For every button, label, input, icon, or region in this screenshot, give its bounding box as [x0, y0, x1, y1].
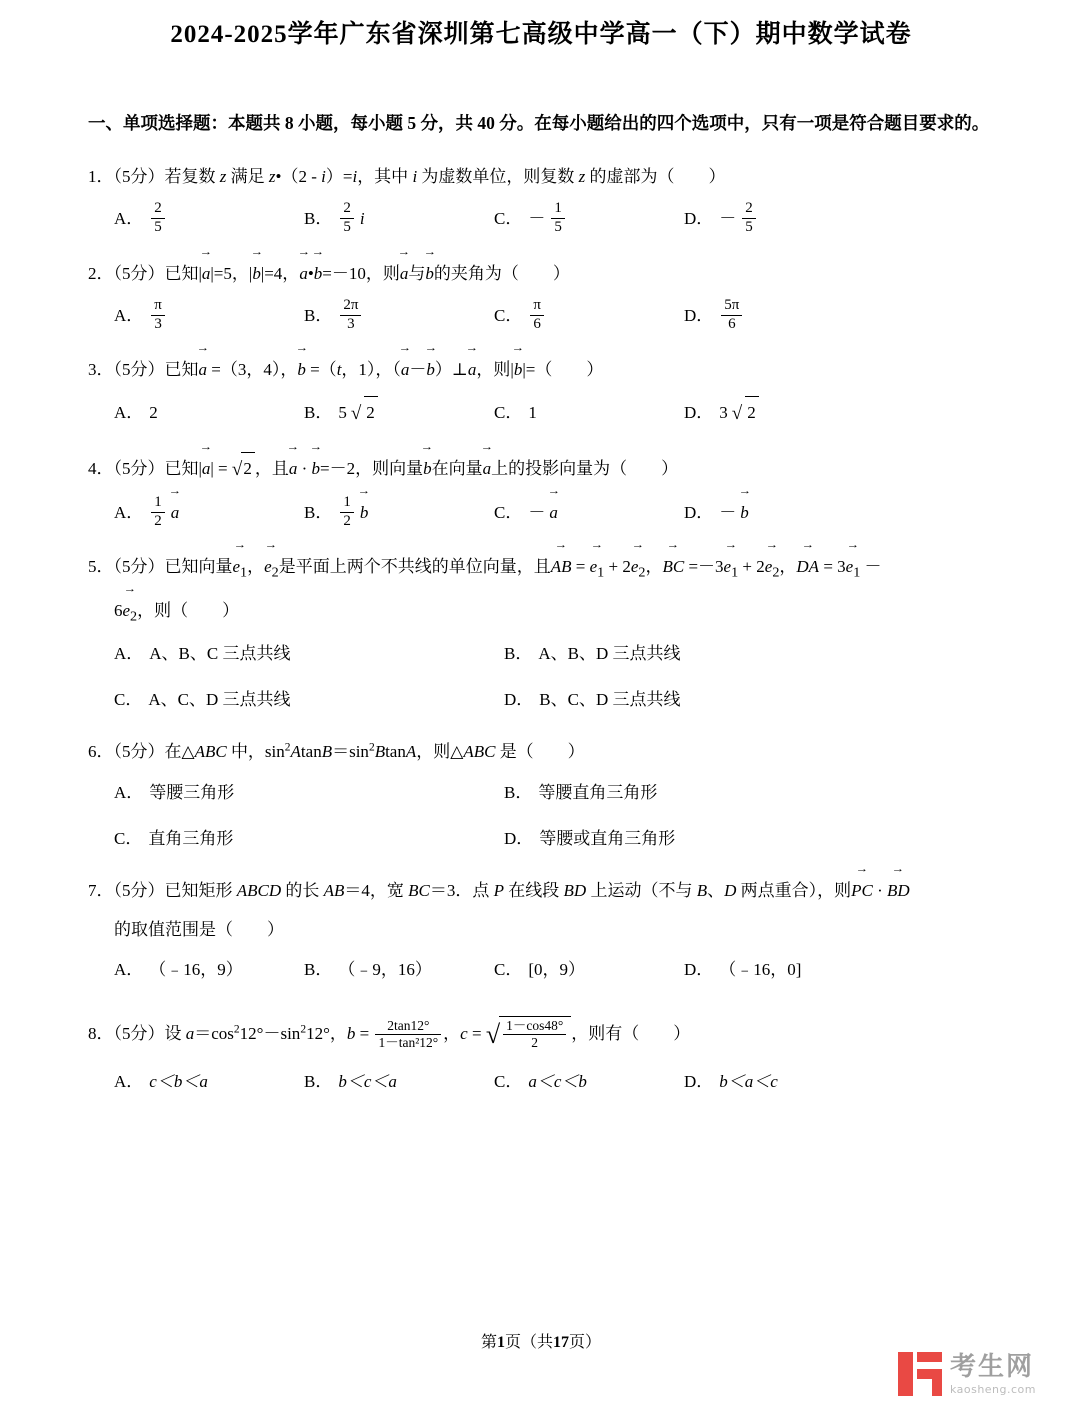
option-5-A[interactable]: A． A、B、C 三点共线: [114, 643, 291, 663]
question-7-number: 7．: [88, 881, 114, 901]
question-1-number: 1．: [88, 167, 114, 186]
footer-middle: 页（共: [504, 1334, 553, 1351]
option-7-C[interactable]: C． [0，9）: [494, 959, 586, 979]
footer-prefix: 第: [480, 1334, 497, 1351]
option-1-C[interactable]: C． － $\frac{1}{5}$: [494, 201, 684, 237]
option-4-C[interactable]: C． － → a: [494, 495, 684, 531]
question-5-options: [88, 638, 994, 717]
page-footer: [0, 1329, 1082, 1352]
option-8-B[interactable]: B． b＜c＜a: [304, 1071, 397, 1091]
question-2: [88, 258, 994, 335]
question-5-stem: 5．（5分）已知向量→ $e_1$，→ $e_2$是平面上两个不共线的单位向量，且→ AB = → $e_1 + 2\to e_2$，→ BC $=-3\to e_1 + 2\to e_2$，→ DA = $3\to e_1$ －: [88, 551, 994, 586]
question-3-options: [88, 395, 994, 431]
question-5: [88, 551, 994, 716]
option-3-B[interactable]: B． 5 √ 2: [304, 395, 494, 431]
option-2-B[interactable]: B． $\frac{2\pi}{3}$: [304, 298, 494, 334]
question-7-stem-line2: 的取值范围是（ ）: [114, 919, 284, 939]
option-7-A[interactable]: A． （﹣16，9）: [114, 959, 243, 979]
option-1-A[interactable]: A． $\frac{2}{5}$: [114, 201, 304, 237]
question-8-number: 8．: [88, 1024, 114, 1044]
question-4-score: （5分）: [113, 458, 165, 478]
option-4-B[interactable]: B． $\frac{1}{2}$ → b: [304, 495, 494, 531]
footer-suffix: 页）: [569, 1334, 602, 1351]
question-7: [88, 875, 994, 986]
question-5-score: （5分）: [113, 557, 165, 577]
footer-total-pages: 17: [553, 1334, 569, 1351]
question-6-stem: 6．（5分）在△ABC 中，$\sin^2AtanB=\sin^2BtanA$，则△ABC 是（ ）: [88, 741, 585, 762]
option-7-D[interactable]: D． （﹣16，0]: [684, 959, 802, 979]
question-4-options: [88, 495, 994, 531]
option-2-A[interactable]: A． $\frac{\pi}{3}$: [114, 298, 304, 334]
question-3-stem: 3．（5分）已知→ a =（3，4），→ b =（t，1），（→ a－→ b）⊥→ a，则|→ b|=（ ）: [88, 354, 994, 386]
question-2-number: 2．: [88, 263, 114, 283]
option-3-D[interactable]: D． 3 √ 2: [684, 395, 874, 431]
section-heading: 一、单项选择题：本题共 8 小题，每小题 5 分，共 40 分。在每小题给出的四个选项中，只有一项是符合题目要求的。: [88, 113, 990, 133]
question-7-stem: 7．（5分）已知矩形 ABCD 的长 AB＝4，宽 BC＝3．点 P 在线段 BD 上运动（不与 B、D 两点重合），则→ PC · → BD: [88, 875, 994, 907]
option-6-A[interactable]: A． 等腰三角形: [114, 782, 235, 802]
question-8: [88, 1006, 994, 1098]
page-title: 2024-2025学年广东省深圳第七高级中学高一（下）期中数学试卷: [170, 21, 912, 48]
option-8-C[interactable]: C． a＜c＜b: [494, 1071, 587, 1091]
option-3-C[interactable]: C． 1: [494, 402, 537, 422]
kaosheng-logo-icon: [898, 1352, 942, 1396]
question-2-stem: 2．（5分）已知|→ a|=5，|→ b|=4，→ a•→ b=－10，则→ a与→ b的夹角为（ ）: [88, 258, 994, 290]
option-7-B[interactable]: B． （﹣9，16）: [304, 959, 432, 979]
option-2-C[interactable]: C． $\frac{\pi}{6}$: [494, 298, 684, 334]
question-3-number: 3．: [88, 360, 114, 380]
question-2-options: [88, 298, 994, 334]
question-8-stem: 8．（5分）设 $a=\cos^212^\circ-\sin^212^\circ$，b = $\frac{2\tan 12^\circ}{\text{1－tan²12°}}$ ，c = √ $\frac{1-\cos 48^\circ}{2}$ ，则有（ ）: [88, 1017, 691, 1050]
question-6: [88, 736, 994, 855]
option-5-C[interactable]: C． A、C、D 三点共线: [114, 690, 291, 710]
question-8-options: [88, 1066, 994, 1098]
watermark-cn: 考生网: [949, 1351, 1034, 1382]
option-6-B[interactable]: B． 等腰直角三角形: [504, 782, 658, 802]
question-7-score: （5分）: [113, 881, 165, 901]
option-8-D[interactable]: D． b＜a＜c: [684, 1071, 778, 1091]
option-5-B[interactable]: B． A、B、D 三点共线: [504, 643, 681, 663]
question-3: [88, 354, 994, 430]
watermark-text: [949, 1351, 1036, 1396]
option-4-A[interactable]: A． $\frac{1}{2}$ → a: [114, 495, 304, 531]
question-2-score: （5分）: [113, 263, 165, 283]
question-4-stem: 4．（5分）已知|→ a| = √2 ，且→ a · → b=－2，则向量→ b在向量→ a上的投影向量为（ ）: [88, 451, 994, 487]
question-7-options: [88, 954, 994, 986]
question-5-number: 5．: [88, 557, 114, 577]
option-2-D[interactable]: D． $\frac{5\pi}{6}$: [684, 298, 874, 334]
question-1-score: （5分）: [113, 167, 165, 186]
watermark: [898, 1352, 1036, 1396]
footer-page-number: 1: [496, 1334, 505, 1351]
option-4-D[interactable]: D． － → b: [684, 495, 874, 531]
option-3-A[interactable]: A． 2: [114, 402, 158, 422]
question-1-options: [88, 201, 994, 237]
question-3-score: （5分）: [113, 360, 165, 380]
option-1-D[interactable]: D． － $\frac{2}{5}$: [684, 201, 874, 237]
option-1-B[interactable]: B． $\frac{2}{5}$ i: [304, 200, 365, 235]
question-5-stem-line2: $6\to e_2$，则（ ）: [88, 595, 994, 630]
option-5-D[interactable]: D． B、C、D 三点共线: [504, 690, 681, 710]
question-6-number: 6．: [88, 742, 114, 762]
question-6-score: （5分）: [113, 742, 165, 762]
question-1-stem: 1．（5分）若复数 z 满足 z•（2 - i）=i，其中 i 为虚数单位，则复数 z 的虚部为（ ）: [88, 167, 726, 186]
question-4: [88, 451, 994, 531]
option-8-A[interactable]: A． c＜b＜a: [114, 1071, 208, 1091]
option-6-D[interactable]: D． 等腰或直角三角形: [504, 829, 676, 849]
question-6-options: [88, 777, 994, 856]
question-8-score: （5分）: [113, 1024, 165, 1044]
option-6-C[interactable]: C． 直角三角形: [114, 829, 234, 849]
question-4-number: 4．: [88, 458, 114, 478]
exam-page: [0, 14, 1082, 1408]
question-1: [88, 161, 994, 238]
watermark-en: kaosheng.com: [949, 1382, 1036, 1396]
